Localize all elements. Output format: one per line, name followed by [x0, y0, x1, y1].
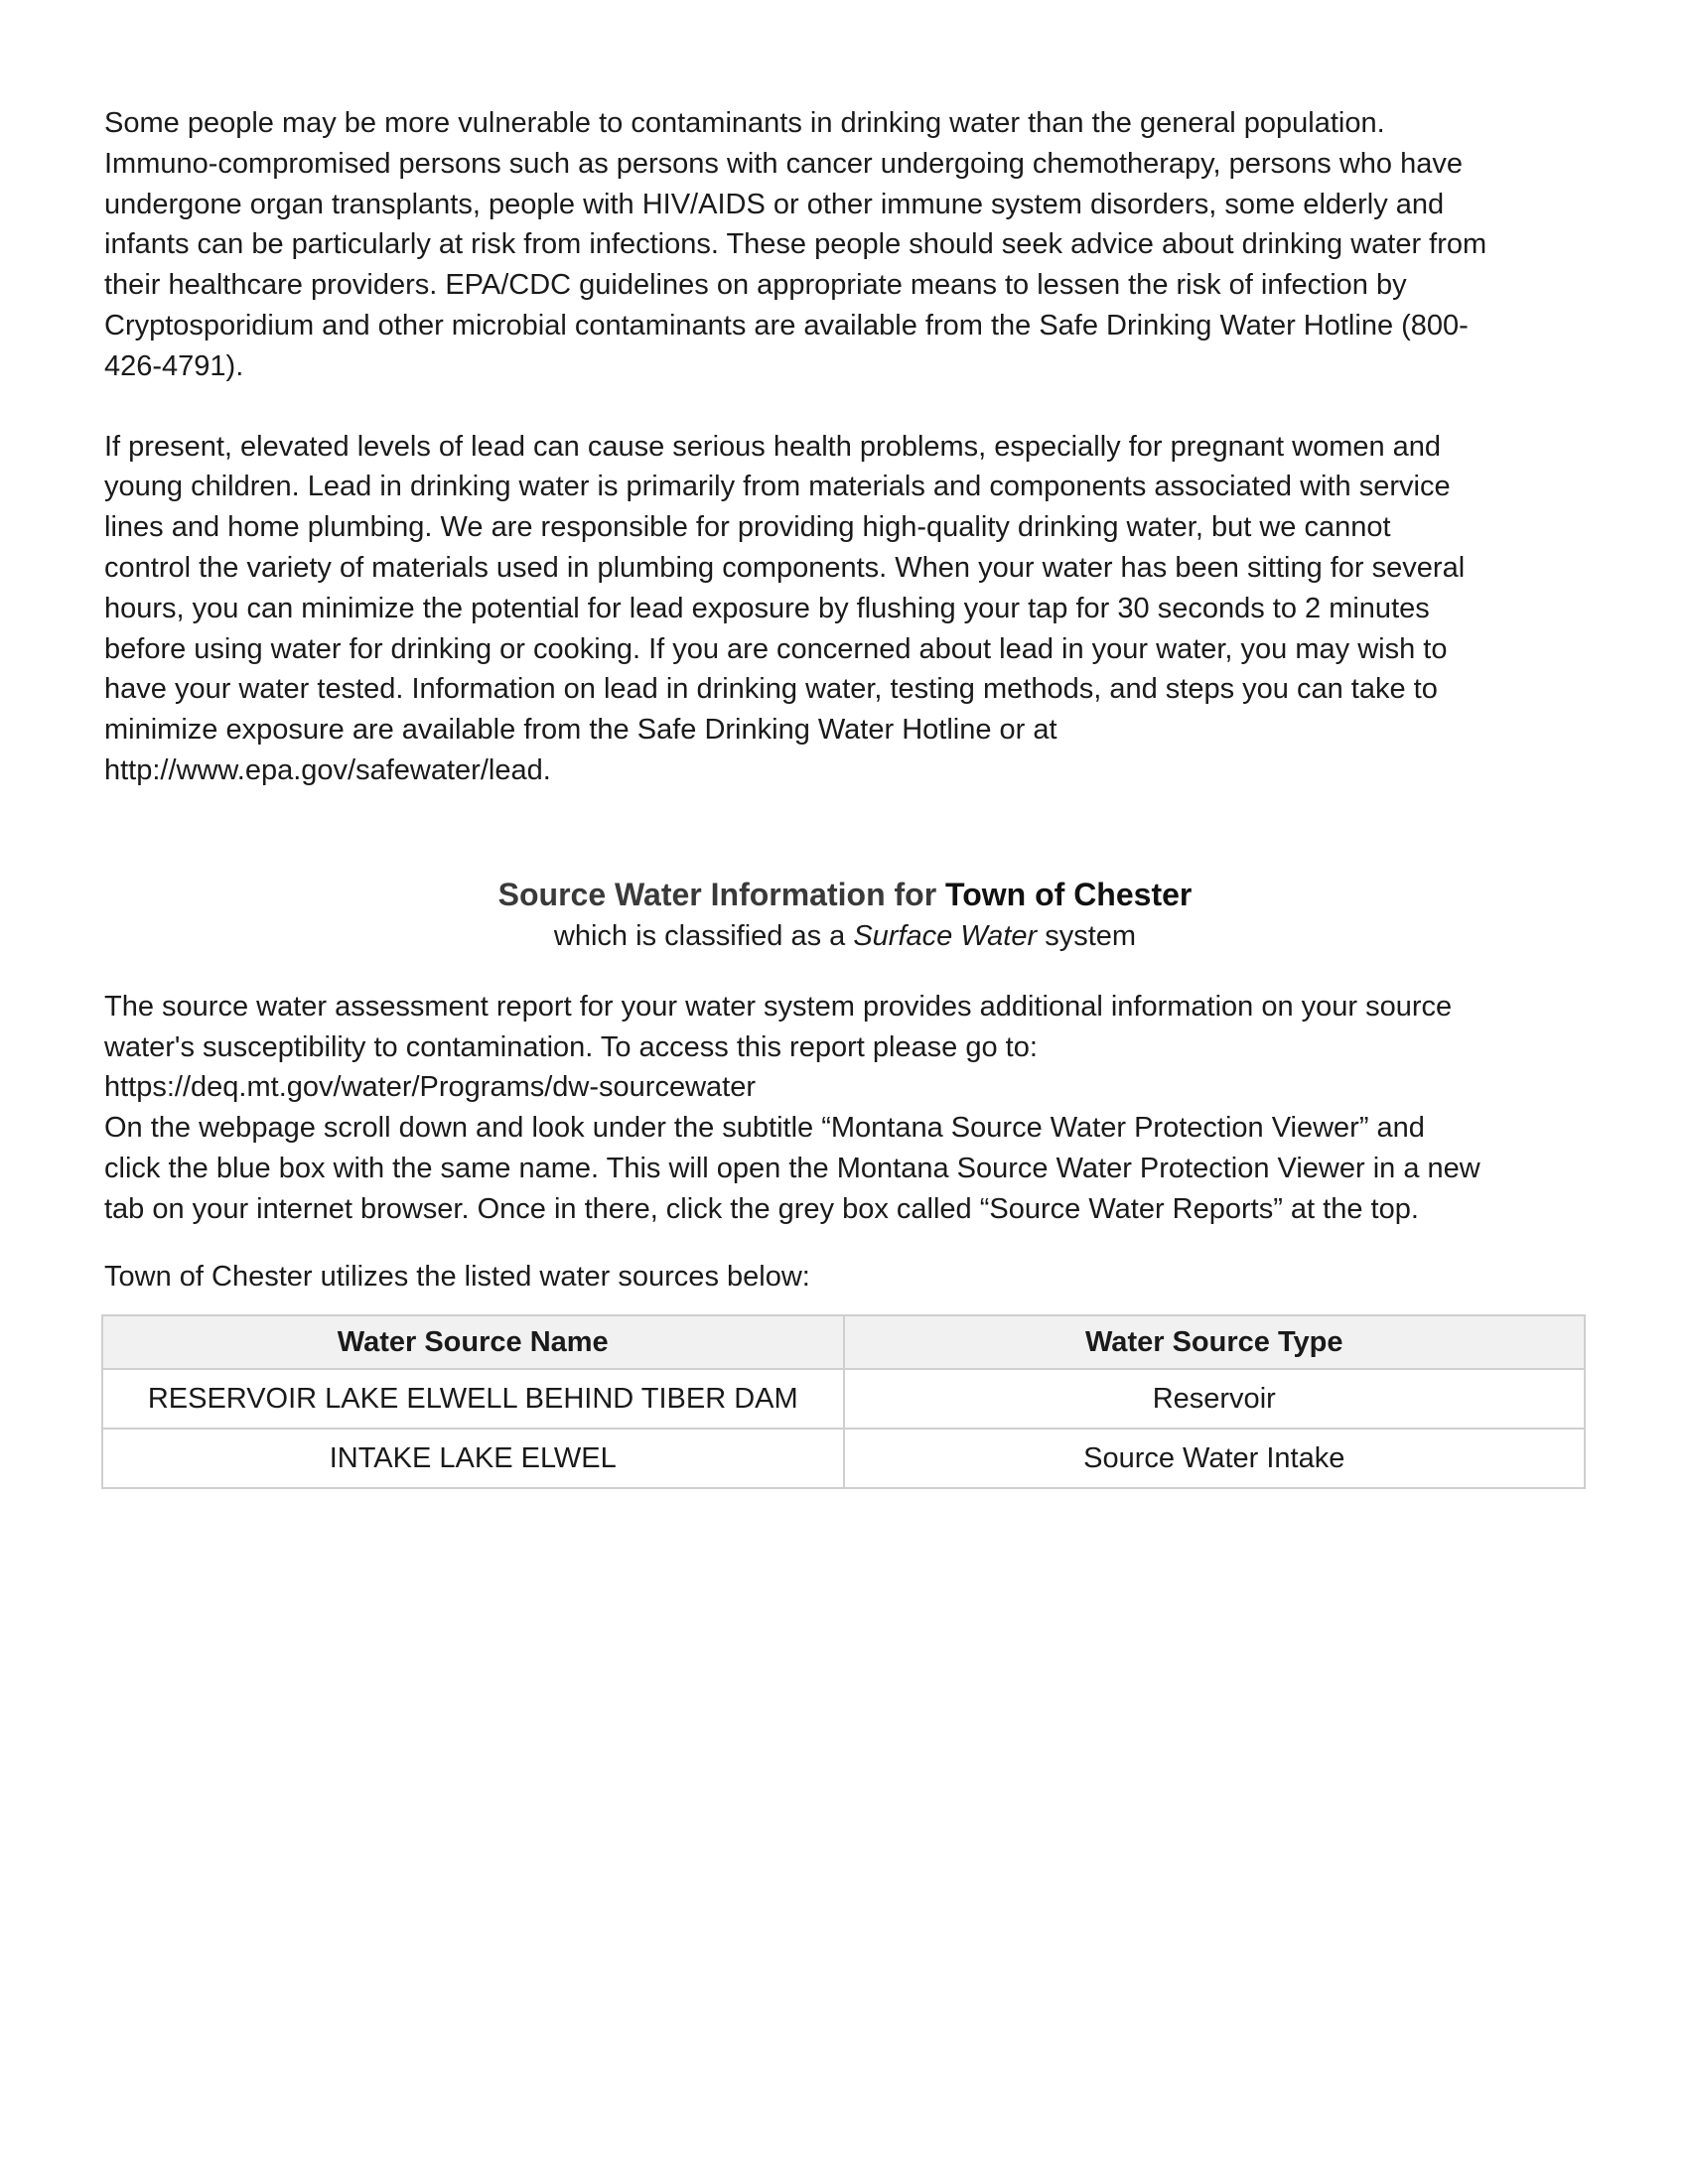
- text-line: have your water tested. Information on lead in drinking water, testing methods, and steps you can take to: [104, 673, 1438, 706]
- water-sources-table: [101, 1314, 1586, 1489]
- subtitle-prefix: which is classified as a: [553, 919, 854, 952]
- text-line: lines and home plumbing. We are responsible for providing high-quality drinking water, but we cannot: [104, 511, 1391, 544]
- epa-lead-link-line: http://www.epa.gov/safewater/lead.: [104, 753, 551, 786]
- text-line: young children. Lead in drinking water is primarily from materials and components associated with service: [104, 471, 1451, 503]
- column-header-source-name: Water Source Name: [102, 1315, 844, 1369]
- text-line: their healthcare providers. EPA/CDC guidelines on appropriate means to lessen the risk of infection by: [104, 269, 1407, 302]
- system-type: Surface Water: [853, 919, 1038, 952]
- sources-intro: Town of Chester utilizes the listed water sources below:: [104, 1260, 810, 1293]
- text-line: If present, elevated levels of lead can cause serious health problems, especially for pregnant women and: [104, 430, 1442, 463]
- text-line: Immuno-compromised persons such as persons with cancer undergoing chemotherapy, persons who have: [104, 147, 1463, 180]
- text-line: water's susceptibility to contamination. To access this report please go to:: [104, 1030, 1038, 1063]
- text-line: Some people may be more vulnerable to contaminants in drinking water than the general population.: [104, 107, 1385, 139]
- table-row: [102, 1369, 1585, 1429]
- source-water-heading: [104, 874, 1586, 957]
- section-subtitle: [104, 915, 1586, 957]
- document-page: [104, 103, 1586, 1489]
- text-line: On the webpage scroll down and look under the subtitle “Montana Source Water Protection Viewer” and: [104, 1112, 1425, 1145]
- column-header-source-type: Water Source Type: [844, 1315, 1586, 1369]
- text-line: tab on your internet browser. Once in there, click the grey box called “Source Water Reports” at the top.: [104, 1192, 1419, 1225]
- subtitle-suffix: system: [1037, 919, 1137, 952]
- text-line: hours, you can minimize the potential for lead exposure by flushing your tap for 30 seconds to 2 minutes: [104, 592, 1430, 624]
- source-name-cell: RESERVOIR LAKE ELWELL BEHIND TIBER DAM: [102, 1369, 844, 1429]
- text-line: control the variety of materials used in plumbing components. When your water has been sitting for several: [104, 551, 1466, 584]
- deq-link-line: https://deq.mt.gov/water/Programs/dw-sourcewater: [104, 1071, 756, 1104]
- text-line: infants can be particularly at risk from infections. These people should seek advice about drinking water from: [104, 228, 1487, 261]
- title-prefix: Source Water Information for: [497, 876, 946, 912]
- text-line: click the blue box with the same name. This will open the Montana Source Water Protection Viewer in a new: [104, 1152, 1480, 1184]
- section-title: [104, 874, 1586, 915]
- source-name-cell: INTAKE LAKE ELWEL: [102, 1429, 844, 1488]
- table-row: [102, 1429, 1585, 1488]
- text-line: undergone organ transplants, people with HIV/AIDS or other immune system disorders, some elderly and: [104, 188, 1445, 220]
- text-line: The source water assessment report for your water system provides additional information on your source: [104, 990, 1453, 1023]
- source-type-cell: Reservoir: [844, 1369, 1586, 1429]
- table-header-row: [102, 1315, 1585, 1369]
- system-name: Town of Chester: [945, 876, 1193, 912]
- text-line: Cryptosporidium and other microbial contaminants are available from the Safe Drinking Water Hotline (800-: [104, 309, 1469, 341]
- text-line: 426-4791).: [104, 349, 244, 382]
- lead-information-paragraph: [104, 427, 1586, 791]
- text-line: minimize exposure are available from the Safe Drinking Water Hotline or at: [104, 714, 1057, 747]
- assessment-report-paragraph: [104, 987, 1586, 1230]
- text-line: before using water for drinking or cooking. If you are concerned about lead in your water, you may wish to: [104, 632, 1448, 665]
- vulnerable-populations-paragraph: [104, 103, 1586, 387]
- source-type-cell: Source Water Intake: [844, 1429, 1586, 1488]
